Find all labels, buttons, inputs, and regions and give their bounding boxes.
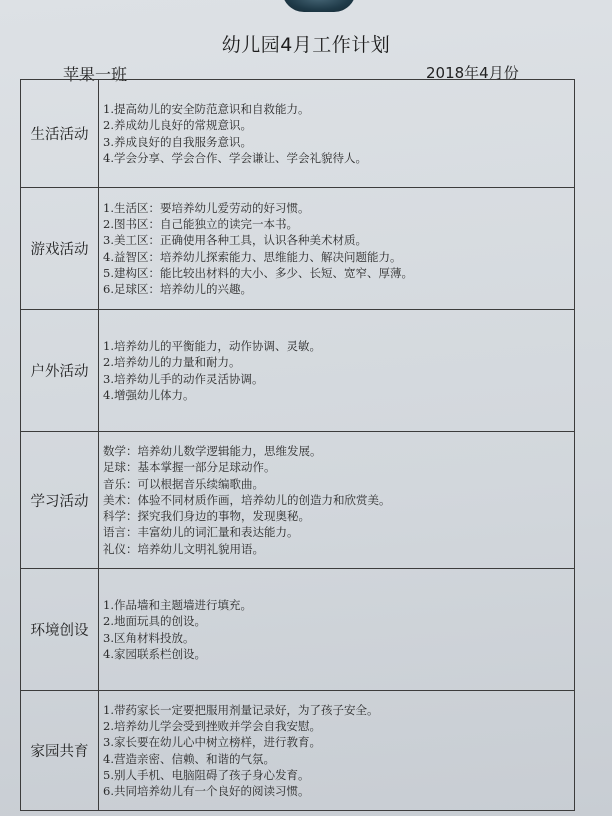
list-item: 4.学会分享、学会合作、学会谦让、学会礼貌待人。	[103, 150, 367, 165]
list-item: 3.美工区：正确使用各种工具，认识各种美术材质。	[103, 233, 367, 248]
category-cell: 环境创设	[21, 569, 99, 691]
list-item: 1.培养幼儿的平衡能力，动作协调、灵敏。	[103, 339, 321, 354]
items-cell	[99, 310, 575, 432]
list-item: 6.共同培养幼儿有一个良好的阅读习惯。	[103, 783, 310, 798]
list-item: 4.家园联系栏创设。	[103, 646, 206, 661]
list-item: 3.区角材料投放。	[103, 630, 195, 645]
list-item: 4.益智区：培养幼儿探索能力、思维能力、解决问题能力。	[103, 249, 402, 264]
items-cell	[99, 188, 575, 310]
list-item: 足球：基本掌握一部分足球动作。	[103, 460, 276, 475]
plan-month: 2018年4月份	[426, 64, 519, 82]
list-item: 2.地面玩具的创设。	[103, 614, 206, 629]
list-item: 1.带药家长一定要把服用剂量记录好，为了孩子安全。	[103, 702, 379, 717]
list-item: 数学：培养幼儿数学逻辑能力，思维发展。	[103, 444, 322, 459]
list-item: 5.建构区：能比较出材料的大小、多少、长短、宽窄、厚薄。	[103, 265, 413, 280]
pin-icon	[282, 0, 356, 12]
table-row	[21, 188, 575, 310]
page-title: 幼儿园4月工作计划	[221, 34, 391, 56]
list-item: 语言：丰富幼儿的词汇量和表达能力。	[103, 525, 299, 540]
list-item: 4.增强幼儿体力。	[103, 387, 195, 402]
work-plan-table	[20, 79, 575, 811]
list-item: 3.培养幼儿手的动作灵活协调。	[103, 371, 264, 386]
list-item: 3.家长要在幼儿心中树立榜样，进行教育。	[103, 735, 321, 750]
list-item: 3.养成良好的自我服务意识。	[103, 134, 252, 149]
list-item: 1.提高幼儿的安全防范意识和自救能力。	[103, 102, 310, 117]
table-row	[21, 691, 575, 811]
list-item: 4.营造亲密、信赖、和谐的气氛。	[103, 751, 275, 766]
list-item: 1.生活区：要培养幼儿爱劳动的好习惯。	[103, 200, 310, 215]
table-row	[21, 569, 575, 691]
category-cell: 游戏活动	[21, 188, 99, 310]
class-name: 苹果一班	[63, 65, 128, 84]
category-cell: 生活活动	[21, 80, 99, 188]
items-cell	[99, 691, 575, 811]
list-item: 2.培养幼儿学会受到挫败并学会自我安慰。	[103, 719, 321, 734]
table-row	[21, 310, 575, 432]
list-item: 2.养成幼儿良好的常规意识。	[103, 118, 252, 133]
list-item: 2.图书区：自己能独立的读完一本书。	[103, 217, 298, 232]
table-row	[21, 432, 575, 569]
category-cell: 户外活动	[21, 310, 99, 432]
list-item: 6.足球区：培养幼儿的兴趣。	[103, 281, 252, 296]
list-item: 音乐：可以根据音乐续编歌曲。	[103, 476, 264, 491]
category-cell: 家园共育	[21, 691, 99, 811]
list-item: 礼仪：培养幼儿文明礼貌用语。	[103, 541, 264, 556]
list-item: 美术：体验不同材质作画，培养幼儿的创造力和欣赏美。	[103, 492, 391, 507]
items-cell	[99, 80, 575, 188]
category-cell: 学习活动	[21, 432, 99, 569]
list-item: 2.培养幼儿的力量和耐力。	[103, 355, 241, 370]
list-item: 5.别人手机、电脑阻碍了孩子身心发育。	[103, 767, 310, 782]
items-cell	[99, 432, 575, 569]
list-item: 1.作品墙和主题墙进行填充。	[103, 598, 252, 613]
list-item: 科学：探究我们身边的事物，发现奥秘。	[103, 509, 310, 524]
table-row	[21, 80, 575, 188]
items-cell	[99, 569, 575, 691]
